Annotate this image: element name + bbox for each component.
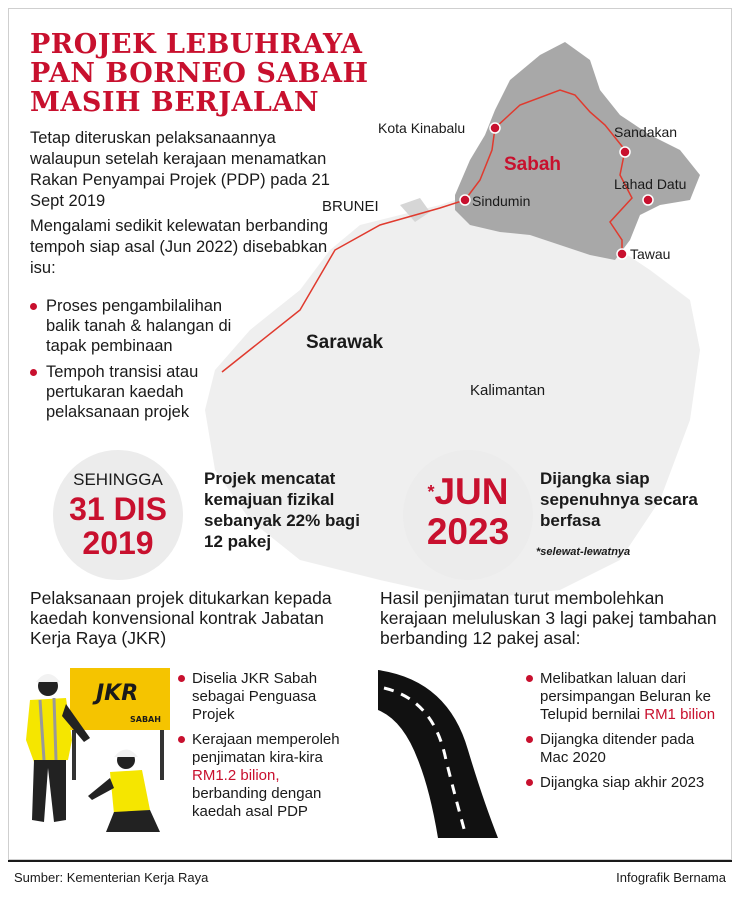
bullet-icon [30, 369, 37, 376]
progress-text: Projek mencatat kemajuan fizikal sebanyak 22% bagi 12 pakej [204, 469, 360, 551]
page-title [30, 29, 369, 118]
asterisk: * [427, 482, 435, 502]
jkr-sign-text: JKR [96, 681, 139, 706]
progress-year: 2019 [82, 525, 154, 561]
bullet-icon [526, 675, 533, 682]
title-line-2: PAN BORNEO SABAH [30, 58, 369, 89]
label-brunei: BRUNEI [322, 198, 379, 215]
list-item: Dijangka ditender pada Mac 2020 [526, 731, 726, 767]
label-kalimantan: Kalimantan [470, 382, 546, 399]
label-sabah: Sabah [504, 154, 562, 175]
left-section-heading: Pelaksanaan projek ditukarkan kepada kaedah konvensional kontrak Jabatan Kerja Raya (JKR) [30, 588, 332, 648]
title-line-3: MASIH BERJALAN [30, 87, 320, 118]
right-section-heading: Hasil penjimatan turut membolehkan kerajaan meluluskan 3 lagi pakej tambahan berbanding 12 pakej asal: [380, 588, 717, 648]
right-section-list [526, 670, 726, 799]
worker-helmet [36, 674, 60, 682]
delay-text: Mengalami sedikit kelewatan berbanding tempoh siap asal (Jun 2022) disebabkan isu: [30, 217, 329, 277]
town-marker-tawau [617, 249, 627, 259]
bullet-icon [178, 675, 185, 682]
completion-note: *selewat-lewatnya [536, 546, 631, 558]
label-kota-kinabalu: Kota Kinabalu [378, 120, 466, 136]
list-item: Melibatkan laluan dari persimpangan Beluran ke Telupid bernilai RM1 bilion [526, 670, 726, 724]
completion-year: 2023 [426, 511, 510, 552]
town-marker-kota-kinabalu [490, 123, 500, 133]
label-lahad-datu: Lahad Datu [614, 176, 687, 192]
town-marker-sandakan [620, 147, 630, 157]
issue-item: Tempoh transisi atau pertukaran kaedah pelaksanaan projek [30, 362, 250, 422]
list-item: Diselia JKR Sabah sebagai Penguasa Projek [178, 670, 358, 724]
progress-date: 31 DIS [69, 491, 167, 527]
town-marker-sindumin [460, 195, 470, 205]
list-item: Kerajaan memperoleh penjimatan kira-kira RM1.2 bilion, berbanding dengan kaedah asal PDP [178, 731, 358, 821]
intro-text: Tetap diteruskan pelaksanaannya walaupun setelah kerajaan menamatkan Rakan Penyampai Projek (PDP) pada 21 Sept 2019 [30, 129, 330, 210]
title-line-1: PROJEK LEBUHRAYA [30, 29, 363, 60]
progress-date-circle [53, 450, 183, 580]
footer-divider [8, 860, 732, 862]
issue-item: Proses pengambilalihan balik tanah & halangan di tapak pembinaan [30, 296, 250, 356]
value-highlight: RM1 bilion [644, 706, 716, 723]
jkr-sign-subtext: SABAH [130, 715, 161, 724]
road-illustration [378, 660, 518, 840]
completion-date-circle [403, 450, 533, 580]
label-sarawak: Sarawak [306, 332, 384, 353]
progress-prefix: SEHINGGA [73, 470, 163, 489]
completion-month: *JUN [427, 471, 509, 512]
savings-highlight: RM1.2 bilion, [192, 767, 280, 784]
bullet-icon [526, 779, 533, 786]
completion-text: Dijangka siap sepenuhnya secara berfasa [540, 469, 698, 530]
label-tawau: Tawau [630, 246, 671, 262]
issues-list [30, 296, 250, 428]
bullet-icon [178, 736, 185, 743]
bullet-icon [526, 736, 533, 743]
label-sandakan: Sandakan [614, 124, 678, 140]
worker-helmet [114, 750, 138, 758]
source-text: Sumber: Kementerian Kerja Raya [14, 870, 209, 885]
label-sindumin: Sindumin [472, 193, 531, 209]
town-marker-lahad-datu [643, 195, 653, 205]
bullet-icon [30, 303, 37, 310]
credit-text: Infografik Bernama [616, 870, 726, 885]
list-item: Dijangka siap akhir 2023 [526, 774, 726, 792]
construction-workers-illustration [10, 660, 172, 840]
left-section-list [178, 670, 358, 828]
road-surface [378, 670, 498, 838]
